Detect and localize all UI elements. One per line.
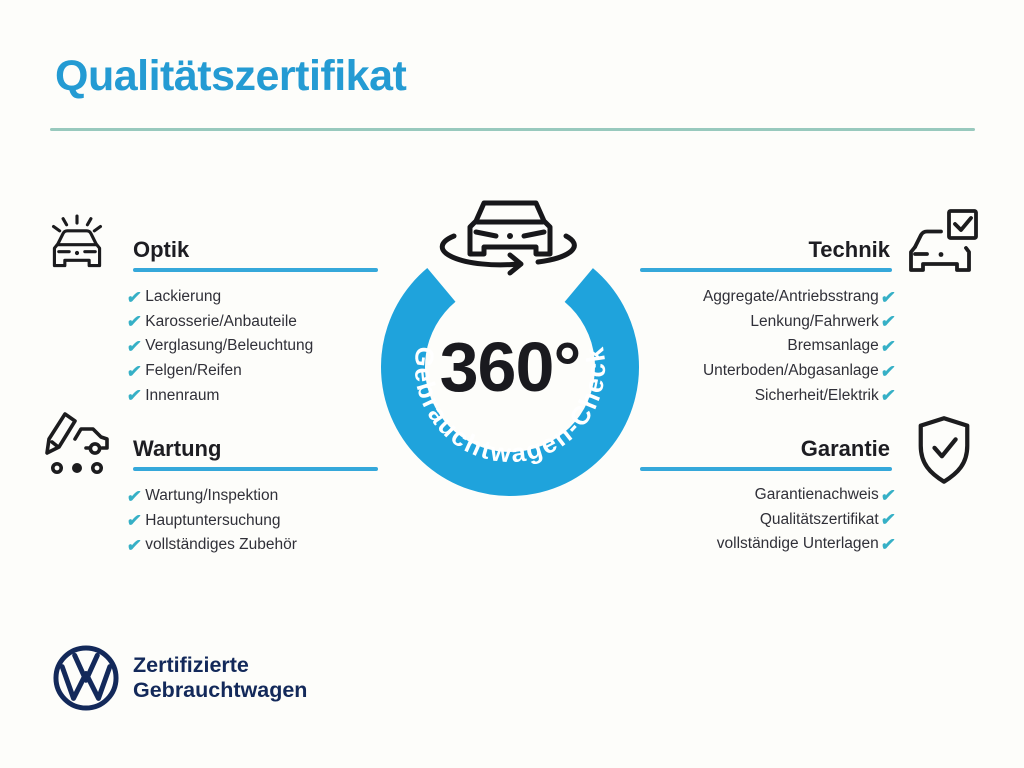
list-item (127, 359, 387, 384)
list-item (127, 334, 387, 359)
list-item-label: Hauptuntersuchung (145, 511, 281, 529)
check-icon: ✔ (125, 361, 143, 381)
check-icon: ✔ (125, 312, 143, 332)
badge-ring-label: Gebrauchtwagen-Check (408, 343, 612, 469)
list-item-label: Unterboden/Abgasanlage (702, 362, 879, 380)
wartung-underline (133, 467, 378, 471)
badge-degrees-label: 360° (439, 328, 581, 406)
check-icon: ✔ (125, 535, 143, 555)
list-item-label: Felgen/Reifen (145, 362, 242, 380)
check-icon: ✔ (125, 336, 143, 356)
list-item-label: Wartung/Inspektion (145, 487, 279, 505)
check-icon: ✔ (125, 287, 143, 307)
pencil-car-icon (40, 408, 116, 484)
list-item-label: Lackierung (145, 288, 222, 306)
list-item (127, 285, 387, 310)
check-icon: ✔ (879, 485, 897, 505)
optik-underline (133, 268, 378, 272)
check-icon: ✔ (879, 386, 897, 406)
list-item (127, 310, 387, 335)
list-item-label: Sicherheit/Elektrik (754, 386, 879, 404)
page-title: Qualitätszertifikat (55, 52, 407, 100)
check-icon: ✔ (879, 534, 897, 554)
list-item-label: Bremsanlage (787, 337, 879, 355)
check-icon: ✔ (879, 361, 897, 381)
section-heading-optik: Optik (133, 237, 190, 262)
rotating-car-icon (442, 203, 574, 273)
wartung-check-list (127, 484, 387, 558)
shield-check-icon (910, 414, 978, 488)
optik-check-list (127, 285, 387, 408)
brand-line2: Gebrauchtwagen (133, 678, 308, 702)
check-icon: ✔ (125, 511, 143, 531)
technik-underline (640, 268, 892, 272)
garantie-underline (640, 467, 892, 471)
list-item (127, 533, 387, 558)
360-check-badge (368, 190, 652, 520)
brand-line1: Zertifizierte (133, 653, 249, 677)
check-icon: ✔ (125, 486, 143, 506)
list-item (127, 509, 387, 534)
list-item (127, 383, 387, 408)
brand-text (133, 653, 307, 703)
check-icon: ✔ (879, 287, 897, 307)
list-item (595, 532, 895, 557)
car-checkbox-icon (905, 206, 981, 282)
list-item (127, 484, 387, 509)
check-icon: ✔ (879, 336, 897, 356)
vw-logo (52, 644, 120, 712)
section-heading-wartung: Wartung (133, 436, 222, 461)
list-item-label: Lenkung/Fahrwerk (750, 312, 879, 330)
list-item-label: Qualitätszertifikat (759, 510, 879, 528)
list-item-label: Aggregate/Antriebsstrang (702, 288, 879, 306)
list-item-label: vollständiges Zubehör (145, 536, 297, 554)
list-item-label: Innenraum (145, 386, 220, 404)
section-heading-garantie: Garantie (800, 436, 890, 461)
list-item-label: vollständige Unterlagen (716, 535, 879, 553)
list-item-label: Garantienachweis (754, 486, 879, 504)
check-icon: ✔ (879, 312, 897, 332)
sparkling-car-icon (44, 210, 110, 276)
check-icon: ✔ (125, 386, 143, 406)
check-icon: ✔ (879, 510, 897, 530)
section-heading-technik: Technik (808, 237, 890, 262)
list-item-label: Verglasung/Beleuchtung (145, 337, 314, 355)
list-item-label: Karosserie/Anbauteile (145, 312, 297, 330)
header-divider (50, 128, 975, 131)
